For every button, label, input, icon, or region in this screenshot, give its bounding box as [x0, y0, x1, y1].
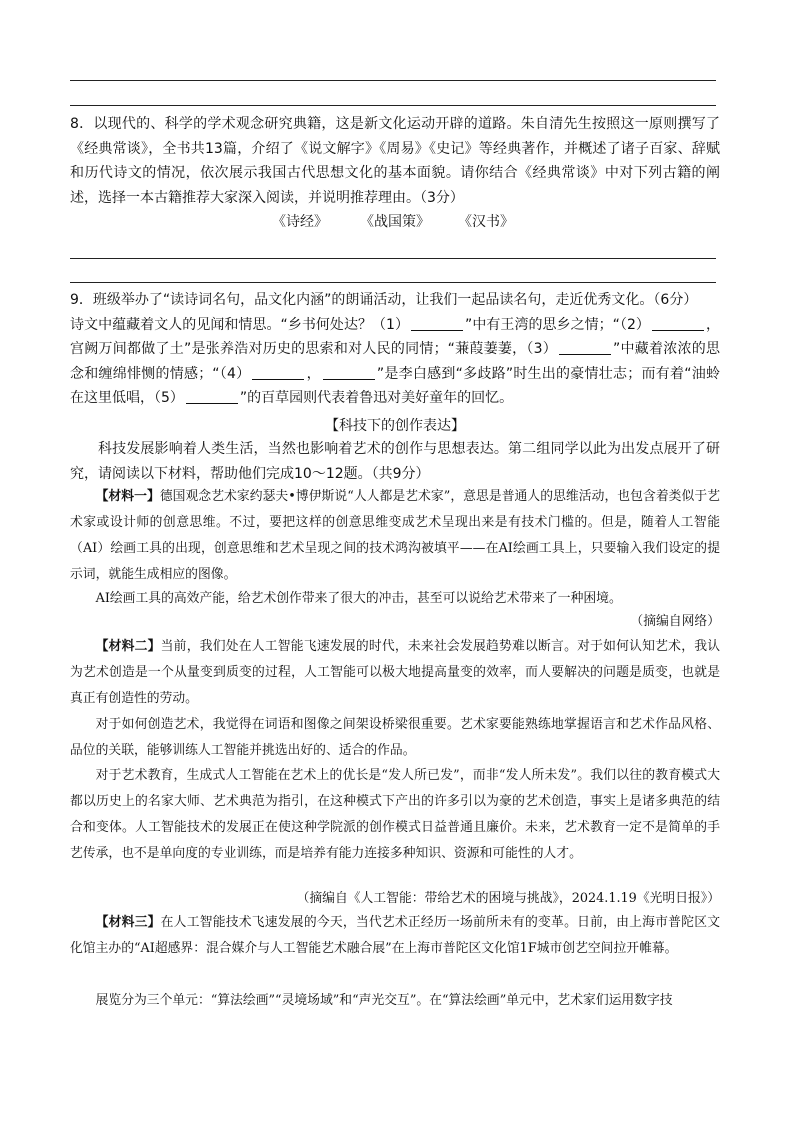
material-2: 【材料二】当前，我们处在人工智能飞速发展的时代，未来社会发展趋势难以断言。对于如何认知艺术，我认为艺术创造是一个从量变到质变的过程，人工智能可以极大地提高量变的效率，而人要解决的问题是质变，也就是真正有创造性的劳动。 — [70, 639, 721, 706]
answer-line — [70, 282, 716, 283]
answer-line — [70, 80, 716, 81]
section-intro: 科技发展影响着人类生活，当然也影响着艺术的创作与思想表达。第二组同学以此为出发点展开了研究，请阅读以下材料，帮助他们完成10～12题。（共9分） — [70, 441, 720, 482]
section-title: 【科技下的创作表达】 — [325, 418, 465, 434]
question-8: 8．以现代的、科学的学术观念研究典籍，这是新文化运动开辟的道路。朱自清先生按照这一原则撰写了《经典常谈》，全书共13篇，介绍了《说文解字》《周易》《史记》等经典著作，并概述了诸子百家、辞赋和历代诗文的情况，依次展示我国古代思想文化的基本面貌。请你结合《经典常谈》中对下列古籍的阐述，选择一本古籍推荐大家深入阅读，并说明推荐理由。（3分） — [70, 116, 720, 206]
book-option: 《战国策》 — [360, 214, 430, 230]
answer-line — [70, 105, 716, 106]
material-3-para-2: 展览分为三个单元：“算法绘画”“灵境场域”和“声光交互”。在“算法绘画”单元中，艺术家们运用数字技 — [95, 993, 673, 1008]
fill-blank[interactable] — [323, 365, 375, 380]
material-2-para-3: 对于艺术教育，生成式人工智能在艺术上的优长是“发人所已发”，而非“发人所未发”。我们以往的教育模式大都以历史上的名家大师、艺术典范为指引，在这种模式下产出的许多引以为豪的艺术创造，事实上是诸多典范的结合和变体。人工智能技术的发展正在使这种学院派的创作模式日益普通且廉价。未来，艺术教育一定不是简单的手艺传承，也不是单向度的专业训练，而是培养有能力连接多种知识、资源和可能性的人才。 — [70, 768, 720, 861]
material-label: 【材料二】 — [95, 639, 161, 654]
material-label: 【材料三】 — [95, 915, 161, 930]
material-1: 【材料一】德国观念艺术家约瑟夫•博伊斯说“人人都是艺术家”，意思是普通人的思维活动，也包含着类似于艺术家或设计师的创意思维。不过，要把这样的创意思维变成艺术呈现出来是有技术门槛的。但是，随着人工智能（AI）绘画工具的出现，创意思维和艺术呈现之间的技术鸿沟被填平——在AI绘画工具上，只要输入我们设定的提示词，就能生成相应的图像。 — [70, 489, 721, 582]
book-option: 《诗经》 — [272, 214, 328, 230]
question-9: 9．班级举办了“读诗词名句，品文化内涵”的朗诵活动，让我们一起品读名句，走近优秀文化。（6分） 诗文中蕴藏着文人的见闻和情思。“乡书何处达？（1） ”中有王湾的思乡之情；“（2） ，宫阙万间都做了土”是张养浩对历史的思索和对人民的同情；“蒹葭萋萋，（3） ”中藏着浓浓的思念和缠绵悱恻的情感；“（4） ， ”是李白感到“多歧路”时生出的豪情壮志；而有着“油蛉在这里低唱，（5） ”的百草园则代表着鲁迅对美好童年的回忆。 — [70, 292, 721, 406]
fill-blank[interactable] — [186, 389, 238, 404]
book-option: 《汉书》 — [458, 214, 514, 230]
fill-blank[interactable] — [252, 365, 304, 380]
material-label: 【材料一】 — [95, 489, 160, 504]
question-9-intro: 9．班级举办了“读诗词名句，品文化内涵”的朗诵活动，让我们一起品读名句，走近优秀文化。（6分） — [70, 292, 698, 308]
material-1-para-2: AI绘画工具的高效产能，给艺术创作带来了很大的冲击，甚至可以说给艺术带来了一种困境。 — [95, 591, 622, 606]
answer-line — [70, 258, 716, 259]
fill-blank[interactable] — [559, 340, 611, 355]
material-3: 【材料三】在人工智能技术飞速发展的今天，当代艺术正经历一场前所未有的变革。日前，由上海市普陀区文化馆主办的“AI超感界：混合媒介与人工智能艺术融合展”在上海市普陀区文化馆1F城市创艺空间拉开帷幕。 — [70, 915, 721, 956]
fill-blank[interactable] — [652, 316, 704, 331]
material-2-source: （摘编自《人工智能：带给艺术的困境与挑战》，2024.1.19《光明日报》） — [296, 891, 720, 906]
material-2-para-2: 对于如何创造艺术，我觉得在词语和图像之间架设桥梁很重要。艺术家要能熟练地掌握语言和艺术作品风格、品位的关联，能够训练人工智能并挑选出好的、适合的作品。 — [70, 717, 720, 758]
fill-blank[interactable] — [411, 316, 463, 331]
material-1-source: （摘编自网络） — [630, 614, 720, 629]
